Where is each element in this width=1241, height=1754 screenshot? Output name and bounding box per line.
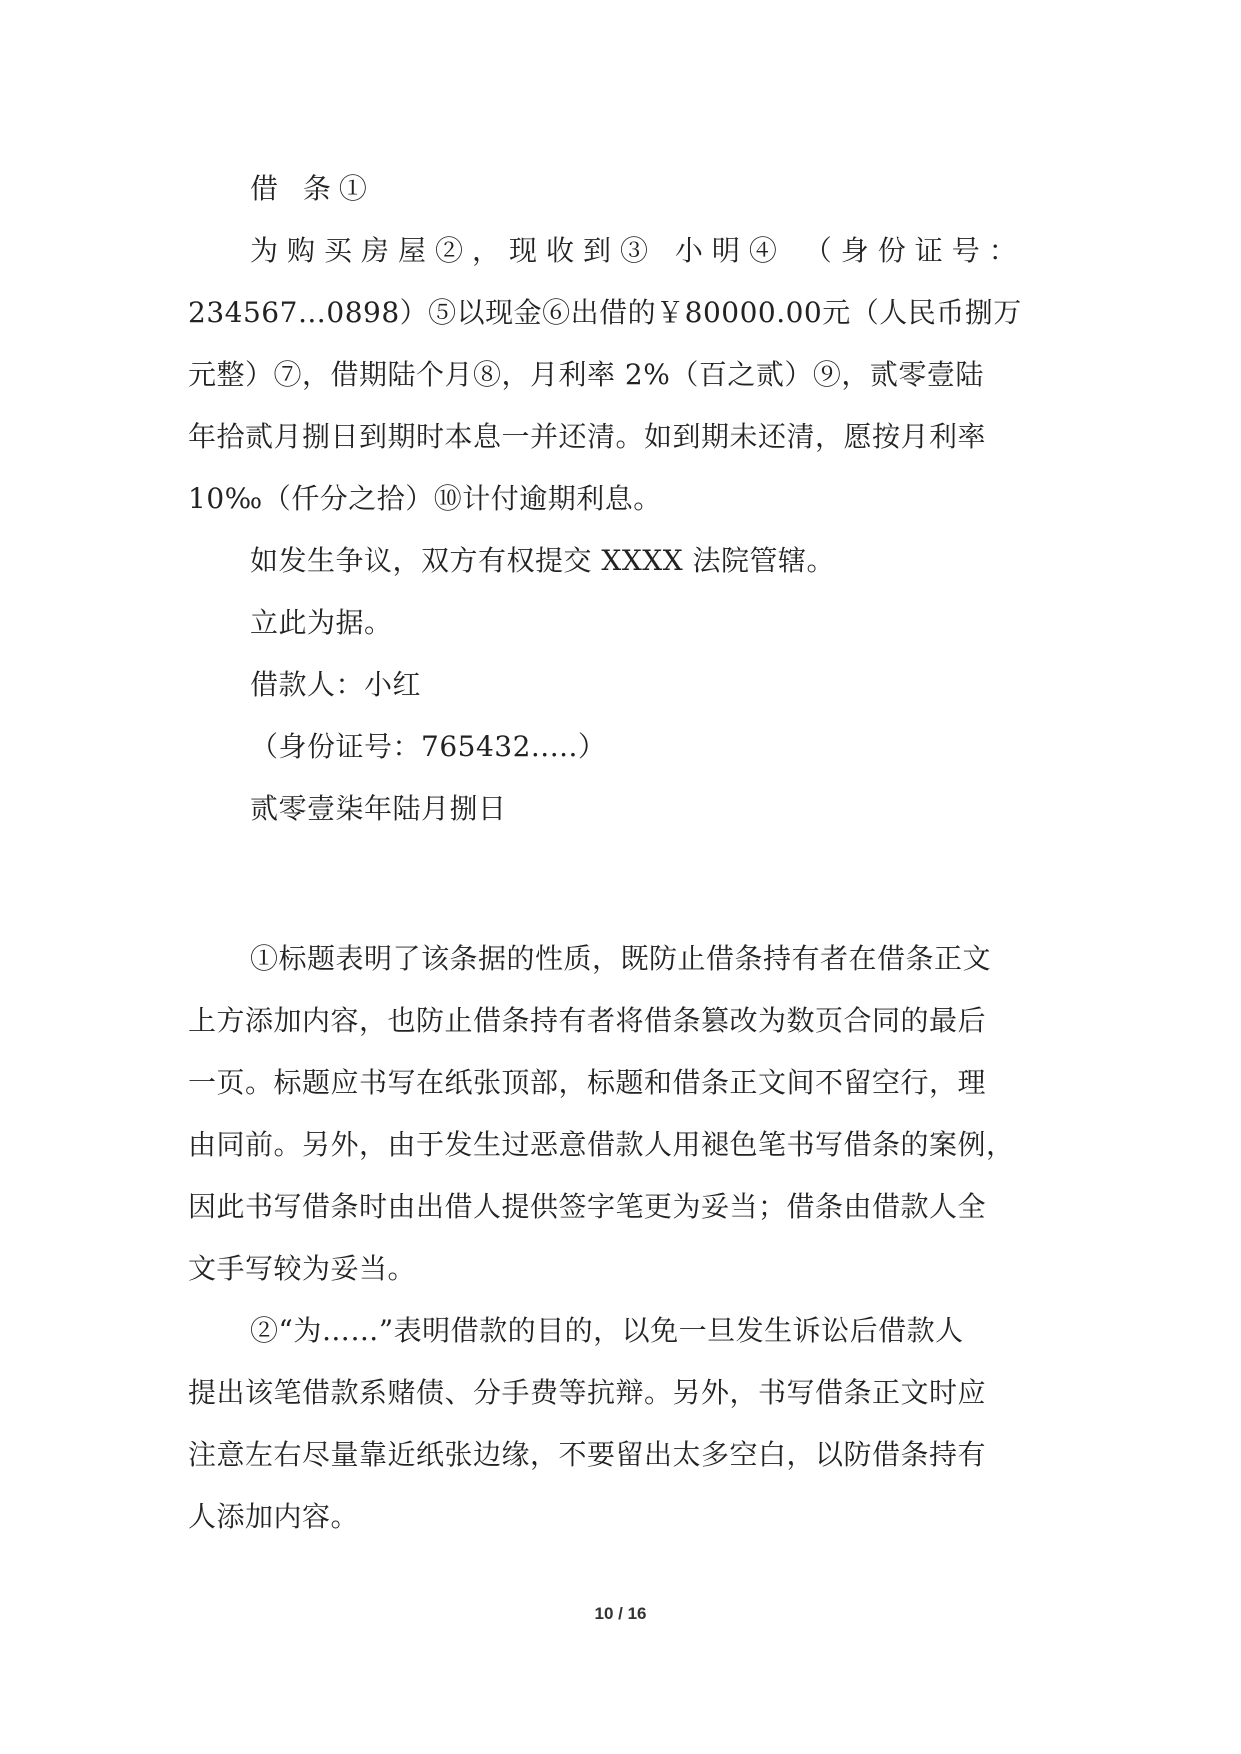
closing-statement: 立此为据。 xyxy=(250,606,393,639)
body-line: 10‰（仟分之拾）⑩计付逾期利息。 xyxy=(188,482,662,515)
body-line: 年拾贰月捌日到期时本息一并还清。如到期未还清，愿按月利率 xyxy=(188,420,987,453)
body-line: 234567…0898）⑤以现金⑥出借的￥80000.00元（人民币捌万 xyxy=(188,296,1022,329)
annotation-section xyxy=(188,928,1058,1548)
note-line: 一页。标题应书写在纸张顶部，标题和借条正文间不留空行，理 xyxy=(188,1066,987,1099)
body-line: 为购买房屋②，现收到③ 小明④ （身份证号： xyxy=(250,234,1026,267)
note-line: 注意左右尽量靠近纸张边缘，不要留出太多空白，以防借条持有 xyxy=(188,1438,987,1471)
borrower-name: 借款人：小红 xyxy=(250,668,422,701)
signing-date: 贰零壹柒年陆月捌日 xyxy=(250,792,507,825)
note-line: ②“为……”表明借款的目的，以免一旦发生诉讼后借款人 xyxy=(250,1314,964,1347)
note-line: 由同前。另外，由于发生过恶意借款人用褪色笔书写借条的案例， xyxy=(188,1128,1015,1161)
note-line: 人添加内容。 xyxy=(188,1500,360,1533)
borrower-id: （身份证号：765432.....） xyxy=(250,730,607,763)
body-line: 元整）⑦，借期陆个月⑧，月利率 2%（百之贰）⑨，贰零壹陆 xyxy=(188,358,984,391)
note-line: 文手写较为妥当。 xyxy=(188,1252,417,1285)
iou-section xyxy=(188,158,1058,840)
document-title: 借 条① xyxy=(250,172,375,205)
note-line: 提出该笔借款系赌债、分手费等抗辩。另外，书写借条正文时应 xyxy=(188,1376,987,1409)
note-line: ①标题表明了该条据的性质，既防止借条持有者在借条正文 xyxy=(250,942,992,975)
page-number: 10 / 16 xyxy=(594,1604,647,1623)
dispute-clause: 如发生争议，双方有权提交 XXXX 法院管辖。 xyxy=(250,544,836,577)
note-line: 上方添加内容，也防止借条持有者将借条篡改为数页合同的最后 xyxy=(188,1004,987,1037)
note-line: 因此书写借条时由出借人提供签字笔更为妥当；借条由借款人全 xyxy=(188,1190,987,1223)
